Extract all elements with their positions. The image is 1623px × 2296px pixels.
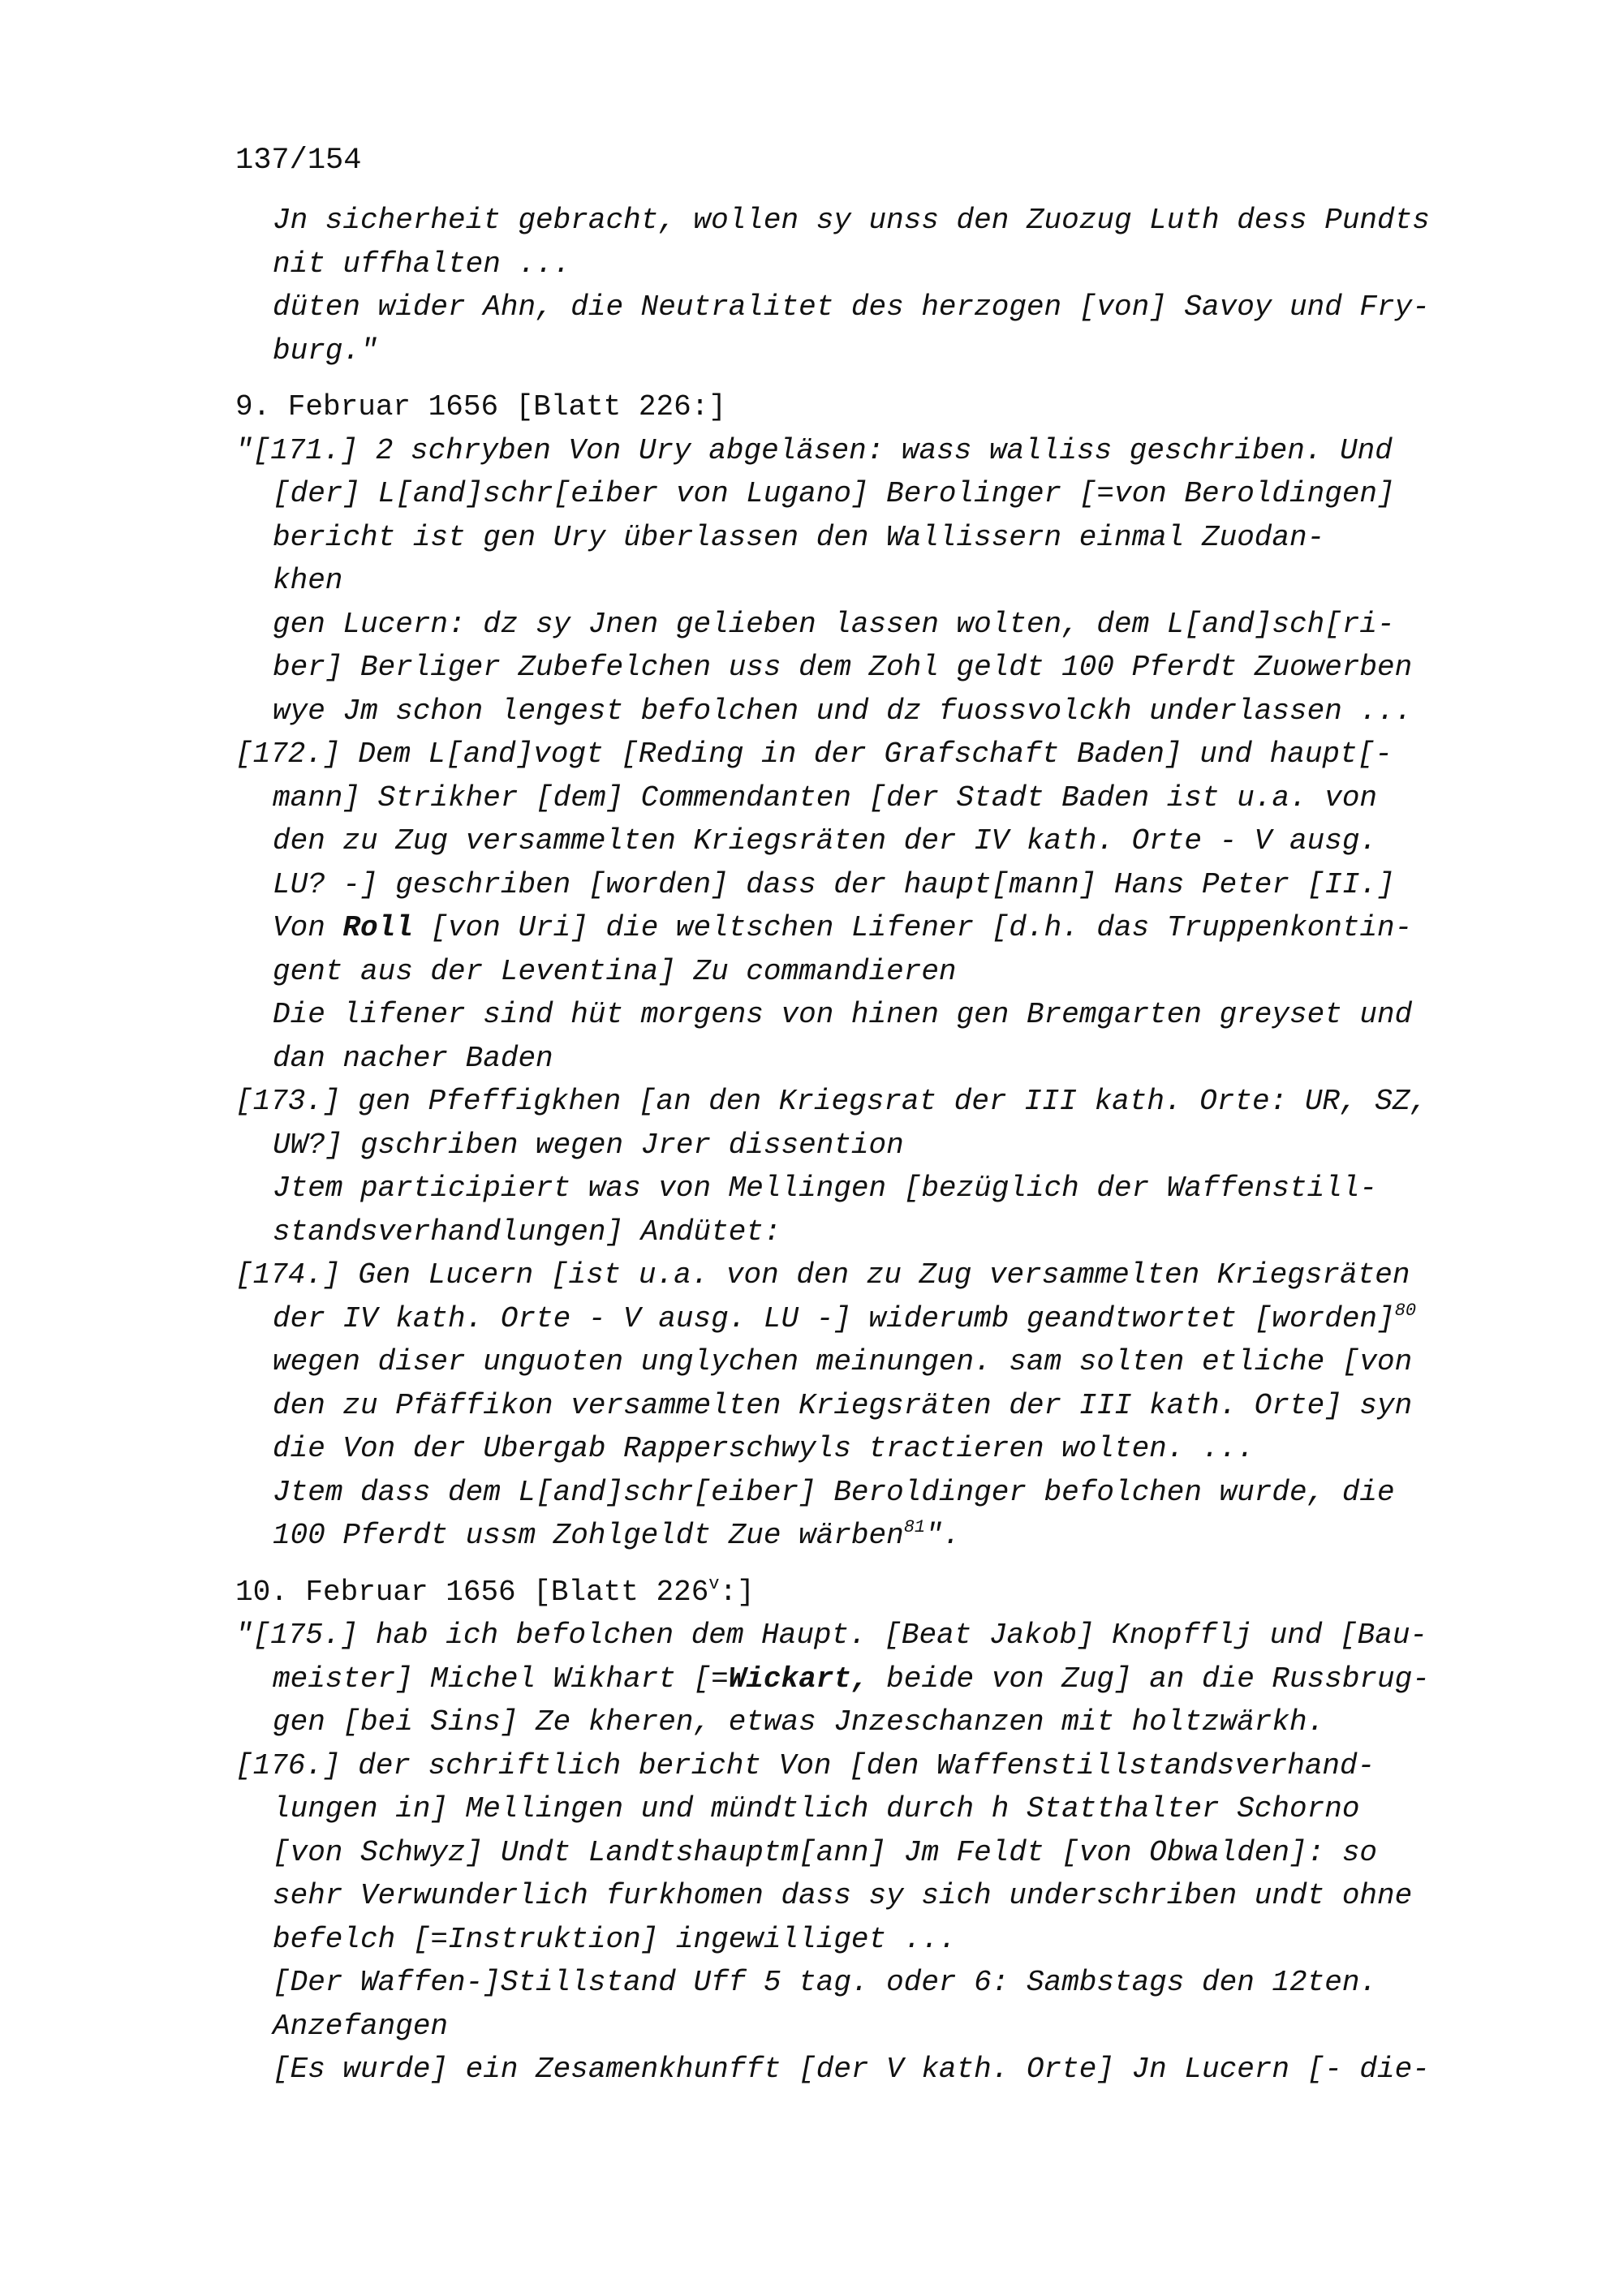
text-line: burg." — [273, 333, 378, 368]
text-line — [235, 1658, 1501, 1701]
page-number: 137/154 — [235, 144, 362, 178]
text-line — [235, 1514, 1501, 1558]
text-line: Jtem dass dem L[and]schr[eiber] Beroldinger befolchen wurde, die — [273, 1475, 1395, 1509]
footnote-marker: 80 — [1394, 1300, 1417, 1321]
text-line: khen — [273, 564, 343, 597]
text-line: [Der Waffen-]Stillstand Uff 5 tag. oder 6: Sambstags den 12ten. — [273, 1966, 1378, 1999]
text-line: ber] Berliger Zubefelchen uss dem Zohl geldt 100 Pferdt Zuowerben — [273, 651, 1413, 684]
text-line: [173.] gen Pfeffigkhen [an den Kriegsrat der III kath. Orte: UR, SZ, — [235, 1085, 1428, 1118]
text-line: nit uffhalten ... — [273, 247, 571, 281]
text-line: lungen in] Mellingen und mündtlich durch h Statthalter Schorno — [273, 1792, 1360, 1825]
text-line: gen [bei Sins] Ze kheren, etwas Jnzeschanzen mit holtzwärkh. — [273, 1705, 1325, 1739]
text-segment: Von — [273, 911, 325, 944]
text-line: befelch [=Instruktion] ingewilliget ... — [273, 1922, 957, 1956]
text-line: den zu Zug versammelten Kriegsräten der IV kath. Orte - V ausg. — [273, 824, 1378, 858]
text-line — [235, 906, 1501, 950]
text-line: [176.] der schriftlich bericht Von [den Waffenstillstandsverhand- — [235, 1748, 1375, 1782]
text-line: gent aus der Leventina] Zu commandieren — [273, 954, 957, 988]
text-line: gen Lucern: dz sy Jnen gelieben lassen wolten, dem L[and]sch[ri- — [273, 607, 1395, 641]
text-segment: 100 Pferdt ussm Zohlgeldt Zue wärben — [273, 1519, 904, 1552]
text-line: [172.] Dem L[and]vogt [Reding in der Grafschaft Baden] und haupt[- — [235, 737, 1393, 771]
text-line: mann] Strikher [dem] Commendanten [der Stadt Baden ist u.a. von — [273, 780, 1378, 815]
date-heading: 9. Februar 1656 [Blatt 226:] — [235, 390, 726, 424]
text-line: düten wider Ahn, die Neutralitet des herzogen [von] Savoy und Fry- — [273, 290, 1430, 324]
text-line: Anzefangen — [273, 2009, 449, 2043]
date-heading — [235, 1571, 1501, 1615]
text-line: Die lifener sind hüt morgens von hinen gen Bremgarten greyset und — [273, 998, 1413, 1031]
bold-name-wickart: Wickart, — [728, 1662, 869, 1696]
text-line: [von Schwyz] Undt Landtshauptm[ann] Jm Feldt [von Obwalden]: so — [273, 1835, 1378, 1869]
bold-name-roll: Roll — [342, 911, 413, 944]
transcription-text — [235, 199, 1501, 2092]
text-line: Jn sicherheit gebracht, wollen sy unss den Zuozug Luth dess Pundts — [273, 204, 1430, 237]
text-line: "[171.] 2 schryben Von Ury abgeläsen: wass walliss geschriben. Und — [235, 433, 1393, 467]
footnote-marker: 81 — [903, 1517, 926, 1537]
text-line: bericht ist gen Ury überlassen den Wallissern einmal Zuodan- — [273, 520, 1325, 554]
verso-marker: v — [708, 1573, 720, 1594]
text-segment: :] — [719, 1575, 755, 1609]
text-line: wye Jm schon lengest befolchen und dz fuossvolckh underlassen ... — [273, 694, 1413, 728]
text-line: UW?] gschriben wegen Jrer dissention — [273, 1128, 904, 1162]
text-line: Jtem participiert was von Mellingen [bezüglich der Waffenstill- — [273, 1172, 1378, 1205]
text-line: sehr Verwunderlich furkhomen dass sy sich underschriben undt ohne — [273, 1879, 1413, 1912]
text-line — [235, 1297, 1501, 1341]
text-segment: der IV kath. Orte - V ausg. LU -] widerumb geandtwortet [worden] — [273, 1301, 1395, 1335]
text-line: standsverhandlungen] Andütet: — [273, 1215, 781, 1249]
text-segment: meister] Michel Wikhart [= — [273, 1662, 729, 1696]
text-line: [174.] Gen Lucern [ist u.a. von den zu Zug versammelten Kriegsräten — [235, 1258, 1410, 1292]
text-line: dan nacher Baden — [273, 1041, 553, 1075]
text-line: [Es wurde] ein Zesamenkhunfft [der V kath. Orte] Jn Lucern [- die- — [273, 2053, 1430, 2086]
text-segment: 10. Februar 1656 [Blatt 226 — [235, 1575, 709, 1609]
text-line: [der] L[and]schr[eiber von Lugano] Berolinger [=von Beroldingen] — [273, 477, 1395, 510]
text-segment: beide von Zug] an die Russbrug- — [886, 1662, 1430, 1696]
text-line: die Von der Ubergab Rapperschwyls tractieren wolten. ... — [273, 1432, 1255, 1465]
text-line: den zu Pfäffikon versammelten Kriegsräten der III kath. Orte] syn — [273, 1388, 1413, 1422]
text-segment: ". — [925, 1519, 961, 1552]
text-line: "[175.] hab ich befolchen dem Haupt. [Beat Jakob] Knopfflj und [Bau- — [235, 1619, 1428, 1652]
text-line: wegen diser unguoten unglychen meinungen. sam solten etliche [von — [273, 1345, 1413, 1378]
text-segment: [von Uri] die weltschen Lifener [d.h. das Truppenkontin- — [430, 911, 1413, 944]
text-line: LU? -] geschriben [worden] dass der haupt[mann] Hans Peter [II.] — [273, 867, 1395, 901]
